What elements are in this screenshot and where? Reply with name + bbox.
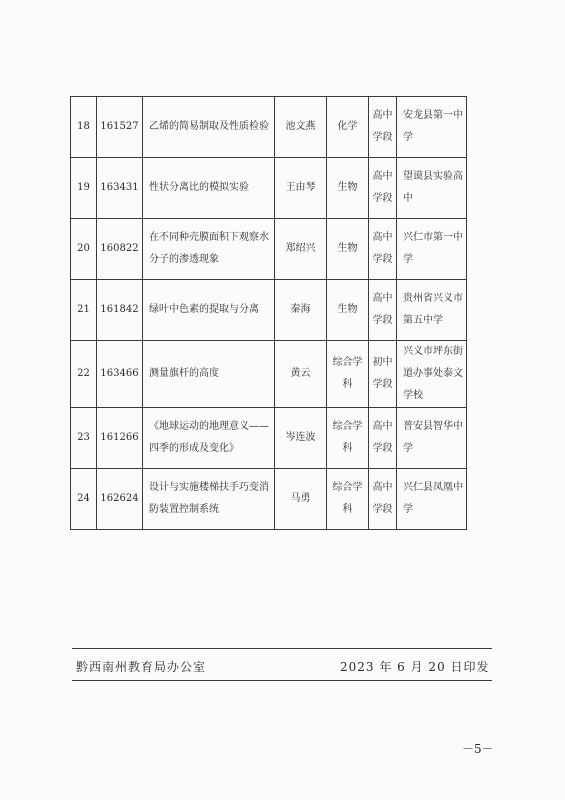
footer-top-rule	[72, 648, 492, 649]
table-row	[71, 280, 467, 341]
subject: 综合学科	[327, 341, 369, 408]
school-name: 兴义市坪东街道办事处泰文学校	[397, 341, 467, 408]
row-number: 24	[71, 469, 97, 530]
school-level: 高中学段	[369, 280, 397, 341]
project-code: 161527	[97, 97, 143, 158]
table-row	[71, 97, 467, 158]
row-number: 20	[71, 219, 97, 280]
project-table	[70, 96, 467, 530]
school-level: 高中学段	[369, 469, 397, 530]
school-name: 望谟县实验高中	[397, 158, 467, 219]
subject: 综合学科	[327, 408, 369, 469]
author-name: 郑绍兴	[275, 219, 327, 280]
project-title: 测量旗杆的高度	[143, 341, 275, 408]
school-name: 普安县智华中学	[397, 408, 467, 469]
table-row	[71, 408, 467, 469]
author-name: 池文燕	[275, 97, 327, 158]
subject: 综合学科	[327, 469, 369, 530]
school-level: 初中学段	[369, 341, 397, 408]
page-number: －5－	[462, 742, 494, 756]
project-title: 乙烯的简易制取及性质检验	[143, 97, 275, 158]
project-title: 《地球运动的地理意义——四季的形成及变化》	[143, 408, 275, 469]
author-name: 秦海	[275, 280, 327, 341]
project-title: 设计与实施楼梯扶手巧变消防装置控制系统	[143, 469, 275, 530]
author-name: 岑连波	[275, 408, 327, 469]
school-level: 高中学段	[369, 408, 397, 469]
subject: 生物	[327, 158, 369, 219]
row-number: 23	[71, 408, 97, 469]
project-code: 161842	[97, 280, 143, 341]
author-name: 王由琴	[275, 158, 327, 219]
project-code: 163431	[97, 158, 143, 219]
row-number: 19	[71, 158, 97, 219]
row-number: 21	[71, 280, 97, 341]
author-name: 马勇	[275, 469, 327, 530]
subject: 生物	[327, 280, 369, 341]
subject: 化学	[327, 97, 369, 158]
subject: 生物	[327, 219, 369, 280]
issuer: 黔西南州教育局办公室	[76, 660, 207, 674]
footer-bottom-rule	[72, 680, 492, 681]
table-row	[71, 469, 467, 530]
project-code: 163466	[97, 341, 143, 408]
project-code: 162624	[97, 469, 143, 530]
project-title: 在不同种壳膜面积下观察水分子的渗透现象	[143, 219, 275, 280]
issue-date: 2023 年 6 月 20 日印发	[340, 660, 490, 674]
project-title: 绿叶中色素的提取与分离	[143, 280, 275, 341]
project-title: 性状分离比的模拟实验	[143, 158, 275, 219]
table-row	[71, 158, 467, 219]
table-row	[71, 341, 467, 408]
school-name: 安龙县第一中学	[397, 97, 467, 158]
author-name: 黄云	[275, 341, 327, 408]
project-code: 161266	[97, 408, 143, 469]
project-code: 160822	[97, 219, 143, 280]
school-level: 高中学段	[369, 219, 397, 280]
row-number: 18	[71, 97, 97, 158]
school-name: 兴仁县凤凰中学	[397, 469, 467, 530]
row-number: 22	[71, 341, 97, 408]
school-level: 高中学段	[369, 97, 397, 158]
school-name: 兴仁市第一中学	[397, 219, 467, 280]
table-body	[71, 97, 467, 530]
school-name: 贵州省兴义市第五中学	[397, 280, 467, 341]
school-level: 高中学段	[369, 158, 397, 219]
table-row	[71, 219, 467, 280]
